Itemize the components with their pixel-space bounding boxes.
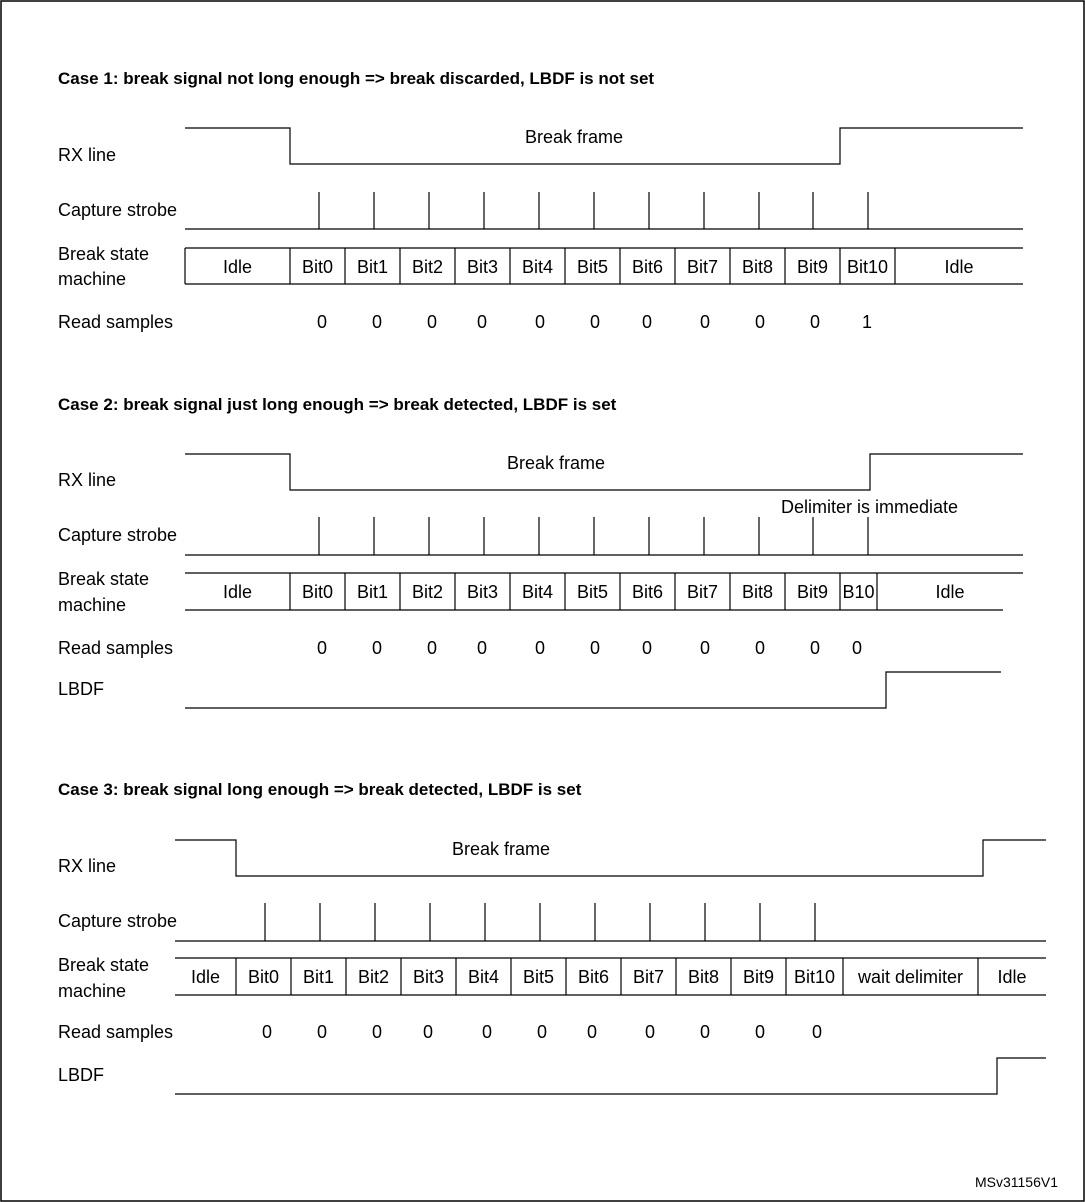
state-cell-12: Idle: [944, 257, 974, 277]
state-cell-9: Bit8: [741, 257, 774, 277]
case-3-break-state-label-line2: machine: [58, 981, 127, 1001]
sample-value-8: 0: [754, 638, 766, 658]
case-3-rx-line-waveform: [175, 840, 1046, 876]
case-1-break-state-machine: [185, 248, 1023, 284]
state-cell-1: Bit0: [301, 257, 334, 277]
state-cell-5: Bit4: [467, 967, 500, 987]
state-cell-0: Idle: [222, 582, 253, 602]
case-3-title: Case 3: break signal long enough => break detected, LBDF is set: [58, 780, 582, 799]
case-2-lbdf-label: LBDF: [58, 679, 105, 699]
sample-value-9: 0: [809, 638, 821, 658]
sample-value-3: 0: [422, 1022, 434, 1042]
state-cell-5: Bit4: [521, 257, 554, 277]
case-1-title: Case 1: break signal not long enough => break discarded, LBDF is not set: [58, 69, 655, 88]
case-2-title: Case 2: break signal just long enough => break detected, LBDF is set: [58, 395, 617, 414]
state-cell-10: Bit9: [796, 257, 829, 277]
sample-value-7: 0: [644, 1022, 656, 1042]
sample-value-2: 0: [426, 312, 438, 332]
state-cell-2: Bit1: [302, 967, 335, 987]
case-2-break-state-label-line1: Break state: [58, 569, 150, 589]
state-cell-11: Bit10: [846, 257, 889, 277]
case-1-read-samples-label: Read samples: [58, 312, 174, 332]
case-2-break-state-machine: [185, 573, 1023, 610]
state-cell-3: Bit2: [411, 257, 444, 277]
sample-value-7: 0: [699, 638, 711, 658]
case-2-read-samples: [317, 638, 862, 658]
case-3-lbdf-waveform: [175, 1058, 1046, 1094]
state-cell-1: Bit0: [247, 967, 280, 987]
case-3: [58, 780, 1046, 1094]
state-cell-9: Bit8: [741, 582, 774, 602]
sample-value-6: 0: [641, 638, 653, 658]
state-cell-8: Bit7: [686, 582, 719, 602]
sample-value-10: 0: [811, 1022, 823, 1042]
case-3-capture-strobe-label: Capture strobe: [58, 911, 178, 931]
case-2-read-samples-label: Read samples: [58, 638, 174, 658]
sample-value-4: 0: [534, 312, 546, 332]
sample-value-5: 0: [589, 638, 601, 658]
state-cell-4: Bit3: [466, 257, 499, 277]
sample-value-0: 0: [316, 312, 328, 332]
case-3-break-frame-label: Break frame: [451, 839, 551, 859]
state-cell-2: Bit1: [356, 257, 389, 277]
case-3-break-state-label-line1: Break state: [58, 955, 150, 975]
case-2: [58, 395, 1023, 708]
sample-value-1: 0: [371, 638, 383, 658]
state-cell-5: Bit4: [521, 582, 554, 602]
state-cell-11: Bit10: [793, 967, 836, 987]
case-3-read-samples-label: Read samples: [58, 1022, 174, 1042]
sample-value-3: 0: [476, 638, 488, 658]
case-1-break-frame-label: Break frame: [524, 127, 624, 147]
case-1-read-samples: [317, 312, 872, 332]
state-cell-4: Bit3: [466, 582, 499, 602]
state-cell-12: wait delimiter: [857, 967, 964, 987]
case-1-capture-strobe-label: Capture strobe: [58, 200, 178, 220]
sample-value-8: 0: [699, 1022, 711, 1042]
sample-value-1: 0: [316, 1022, 328, 1042]
state-cell-10: Bit9: [742, 967, 775, 987]
state-cell-7: Bit6: [631, 582, 664, 602]
sample-value-2: 0: [426, 638, 438, 658]
state-cell-8: Bit7: [686, 257, 719, 277]
sample-value-4: 0: [534, 638, 546, 658]
case-3-break-state-machine: [175, 958, 1046, 995]
state-cell-11: B10: [842, 582, 875, 602]
sample-value-7: 0: [699, 312, 711, 332]
case-1-capture-strobe: [185, 192, 1023, 229]
state-cell-6: Bit5: [522, 967, 555, 987]
state-cell-3: Bit2: [357, 967, 390, 987]
state-cell-4: Bit3: [412, 967, 445, 987]
case-2-capture-strobe-label: Capture strobe: [58, 525, 178, 545]
state-cell-9: Bit8: [687, 967, 720, 987]
state-cell-7: Bit6: [577, 967, 610, 987]
sample-value-5: 0: [589, 312, 601, 332]
case-1-break-state-label-line2: machine: [58, 269, 127, 289]
state-cell-0: Idle: [222, 257, 253, 277]
case-2-lbdf-waveform: [185, 672, 1001, 708]
state-cell-6: Bit5: [576, 582, 609, 602]
case-2-capture-strobe: [185, 517, 1023, 555]
sample-value-9: 0: [754, 1022, 766, 1042]
state-cell-13: Idle: [997, 967, 1027, 987]
sample-value-6: 0: [641, 312, 653, 332]
case-3-capture-strobe: [175, 903, 1046, 941]
state-cell-6: Bit5: [576, 257, 609, 277]
sample-value-10: 0: [851, 638, 863, 658]
state-cell-3: Bit2: [411, 582, 444, 602]
state-cell-10: Bit9: [796, 582, 829, 602]
state-cell-8: Bit7: [632, 967, 665, 987]
case-2-break-frame-label: Break frame: [506, 453, 606, 473]
case-3-rx-line-label: RX line: [58, 856, 117, 876]
state-cell-7: Bit6: [631, 257, 664, 277]
sample-value-2: 0: [371, 1022, 383, 1042]
case-3-read-samples: [262, 1022, 822, 1042]
sample-value-1: 0: [371, 312, 383, 332]
case-3-lbdf-label: LBDF: [58, 1065, 105, 1085]
sample-value-9: 0: [809, 312, 821, 332]
sample-value-3: 0: [476, 312, 488, 332]
case-1-break-state-label-line1: Break state: [58, 244, 150, 264]
state-cell-2: Bit1: [356, 582, 389, 602]
sample-value-10: 1: [861, 312, 873, 332]
sample-value-0: 0: [261, 1022, 273, 1042]
state-cell-0: Idle: [190, 967, 221, 987]
case-2-delimiter-note: Delimiter is immediate: [781, 497, 959, 517]
state-cell-1: Bit0: [301, 582, 334, 602]
case-2-rx-line-label: RX line: [58, 470, 117, 490]
figure-id: MSv31156V1: [974, 1174, 1058, 1190]
sample-value-6: 0: [586, 1022, 598, 1042]
sample-value-8: 0: [754, 312, 766, 332]
state-cell-12: Idle: [935, 582, 965, 602]
case-2-break-state-label-line2: machine: [58, 595, 127, 615]
case-1: [58, 69, 1023, 332]
sample-value-4: 0: [481, 1022, 493, 1042]
case-1-rx-line-label: RX line: [58, 145, 117, 165]
sample-value-5: 0: [536, 1022, 548, 1042]
sample-value-0: 0: [316, 638, 328, 658]
